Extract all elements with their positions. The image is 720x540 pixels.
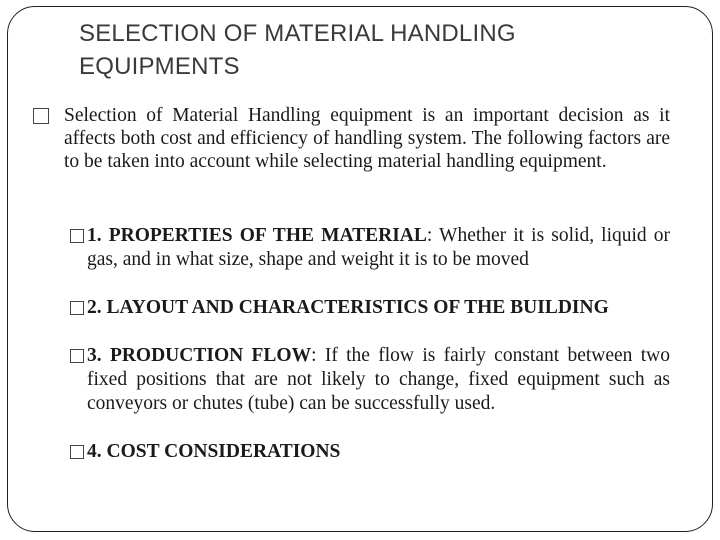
bullet-box-icon (70, 229, 84, 243)
item-heading: 3. PRODUCTION FLOW (87, 345, 312, 366)
list-item (87, 344, 670, 440)
item-body: : Whether it is solid, liquid or gas, and in what size, shape and weight it is to be moved (87, 225, 670, 270)
bullet-box-icon (33, 108, 49, 124)
list-item (87, 440, 670, 464)
item-body: : If the flow is fairly constant between two fixed positions that are not likely to change, fixed equipment such as conveyors or chutes (tube) can be successfully used. (87, 345, 670, 414)
bullet-box-icon (70, 349, 84, 363)
intro-paragraph (64, 104, 670, 173)
bullet-box-icon (70, 301, 84, 315)
intro-text: Selection of Material Handling equipment is an important decision as it affects both cost and efficiency of handling system. The following factors are to be taken into account while selecting material handling equipment. (64, 105, 670, 172)
slide-title: SELECTION OF MATERIAL HANDLING EQUIPMENTS (79, 20, 516, 80)
item-heading: 1. PROPERTIES OF THE MATERIAL (87, 225, 427, 246)
list-item (87, 296, 670, 344)
factor-list (87, 224, 670, 464)
item-heading: 4. COST CONSIDERATIONS (87, 441, 341, 462)
bullet-box-icon (70, 445, 84, 459)
item-heading: 2. LAYOUT AND CHARACTERISTICS OF THE BUILDING (87, 297, 609, 318)
list-item (87, 224, 670, 296)
